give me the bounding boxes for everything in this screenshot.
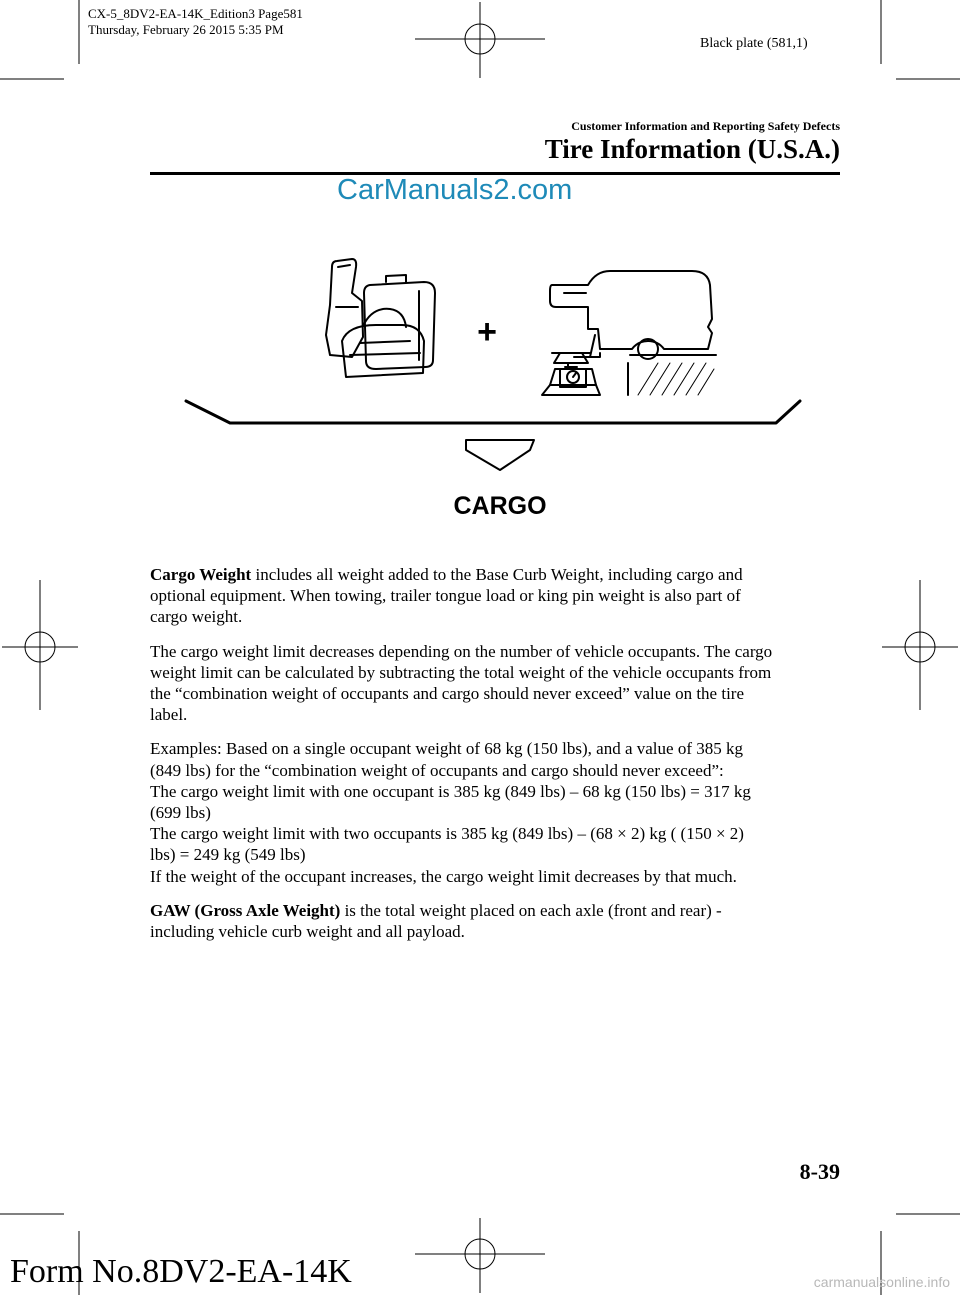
weight-scale-icon bbox=[542, 353, 600, 395]
bracket-line bbox=[186, 401, 800, 423]
plus-sign: + bbox=[477, 313, 497, 351]
paragraph-examples: Examples: Based on a single occupant weight of 68 kg (150 lbs), and a value of 385 kg (849 lbs) for the “combination weight of occupants and cargo should never exceed”: The cargo weight limit with one occupant is 385 kg (849 lbs) – 68 kg (150 lbs) = 317 kg (699 lbs) The cargo weight limit with two occupants is 385 kg (849 lbs) – (68 × 2) kg ( (150 × 2) lbs) = 249 kg (549 lbs) If the weight of the occupant increases, the cargo weight limit decreases by that much. bbox=[150, 739, 751, 886]
luggage-icon bbox=[326, 259, 435, 377]
paragraph-gaw: GAW (Gross Axle Weight) is the total weight placed on each axle (front and rear) - including vehicle curb weight and all payload. bbox=[150, 900, 722, 942]
print-slug-date: Thursday, February 26 2015 5:35 PM bbox=[88, 22, 284, 37]
plate-label: Black plate (581,1) bbox=[700, 36, 808, 51]
paragraph-cargo-weight: Cargo Weight includes all weight added to the Base Curb Weight, including cargo and optional equipment. When towing, trailer tongue load or king pin weight is also part of cargo weight. bbox=[150, 565, 743, 627]
registration-target-bottom bbox=[415, 1218, 545, 1293]
print-slug-file: CX-5_8DV2-EA-14K_Edition3 Page581 bbox=[88, 6, 303, 21]
cargo-figure bbox=[180, 245, 820, 490]
section-label: Customer Information and Reporting Safety Defects bbox=[571, 119, 840, 133]
term-cargo-weight: Cargo Weight bbox=[150, 565, 252, 584]
down-arrow-icon bbox=[466, 440, 534, 470]
print-slug bbox=[88, 6, 303, 38]
registration-target-left bbox=[2, 580, 78, 710]
trailer-icon bbox=[550, 271, 716, 395]
body-text bbox=[150, 564, 845, 955]
page-number: 8-39 bbox=[799, 1159, 840, 1184]
form-number: Form No.8DV2-EA-14K bbox=[10, 1253, 352, 1290]
footer-watermark: carmanualsonline.info bbox=[813, 1274, 950, 1290]
page-title: Tire Information (U.S.A.) bbox=[544, 134, 840, 164]
registration-target-right bbox=[882, 580, 958, 710]
watermark-logo: CarManuals2.com bbox=[337, 174, 573, 206]
term-gaw: GAW (Gross Axle Weight) bbox=[150, 900, 341, 920]
paragraph-cargo-limit: The cargo weight limit decreases depending on the number of vehicle occupants. The cargo weight limit can be calculated by subtracting the total weight of the vehicle occupants from the “combination weight of occupants and cargo should never exceed” value on the tire label. bbox=[150, 641, 773, 725]
figure-label: CARGO bbox=[453, 492, 547, 520]
registration-target-top bbox=[415, 2, 545, 78]
